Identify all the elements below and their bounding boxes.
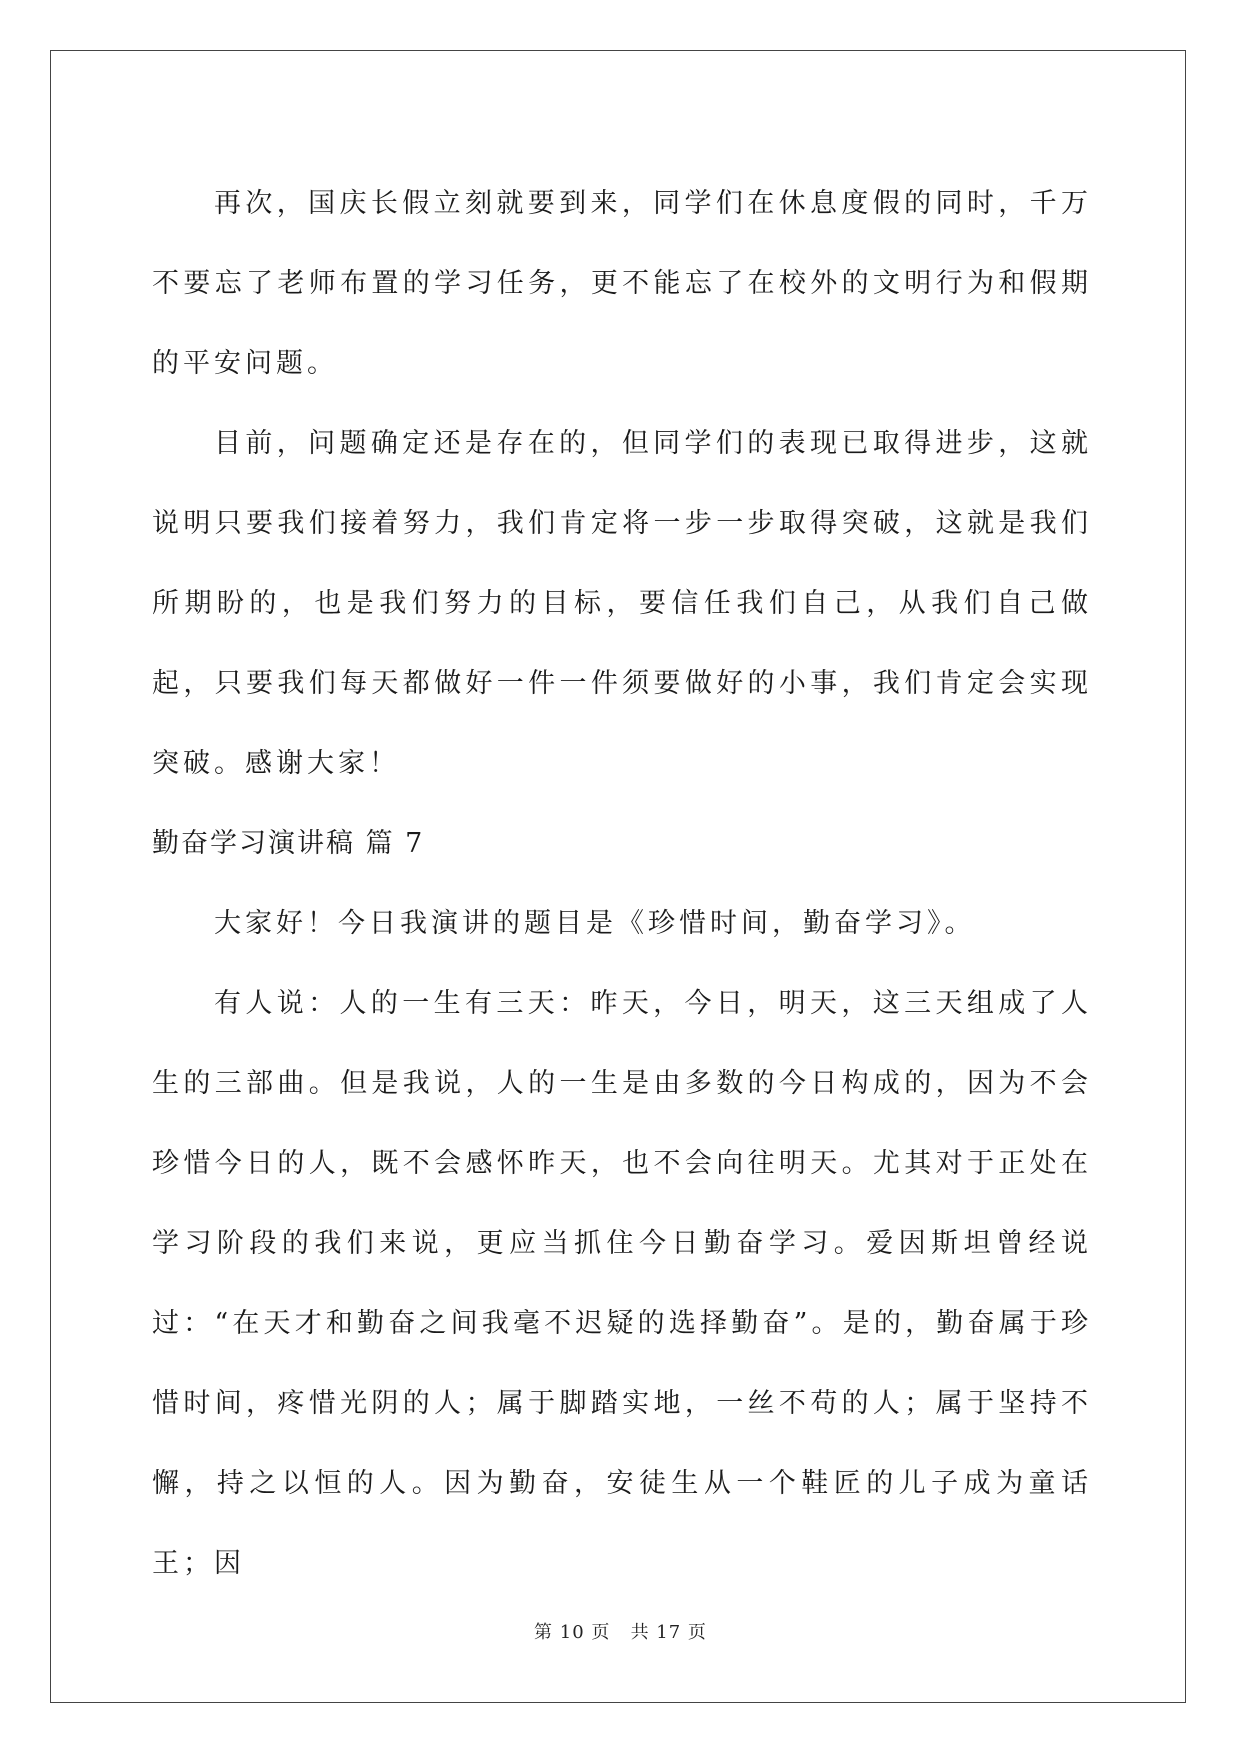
page-total: 共 17 页 [630,1622,707,1643]
paragraph-holiday-reminder: 再次，国庆长假立刻就要到来，同学们在休息度假的同时，千万不要忘了老师布置的学习任务，更不能忘了在校外的文明行为和假期的平安问题。 [152,188,1092,379]
page-number: 第 10 页 [534,1622,611,1643]
document-body [152,164,1092,1604]
paragraph-greeting: 大家好！今日我演讲的题目是《珍惜时间，勤奋学习》。 [214,908,976,939]
page-footer [0,1618,1241,1644]
paragraph-diligence: 有人说：人的一生有三天：昨天，今日，明天，这三天组成了人生的三部曲。但是我说，人的一生是由多数的今日构成的，因为不会珍惜今日的人，既不会感怀昨天，也不会向往明天。尤其对于正处在学习阶段的我们来说，更应当抓住今日勤奋学习。爱因斯坦曾经说过：“在天才和勤奋之间我毫不迟疑的选择勤奋”。是的，勤奋属于珍惜时间，疼惜光阴的人；属于脚踏实地，一丝不苟的人；属于坚持不懈，持之以恒的人。因为勤奋，安徒生从一个鞋匠的儿子成为童话王；因 [152,988,1092,1579]
paragraph-progress: 目前，问题确定还是存在的，但同学们的表现已取得进步，这就说明只要我们接着努力，我们肯定将一步一步取得突破，这就是我们所期盼的，也是我们努力的目标，要信任我们自己，从我们自己做起，只要我们每天都做好一件一件须要做好的小事，我们肯定会实现突破。感谢大家！ [152,428,1092,779]
section-heading: 勤奋学习演讲稿 篇 7 [152,828,425,859]
